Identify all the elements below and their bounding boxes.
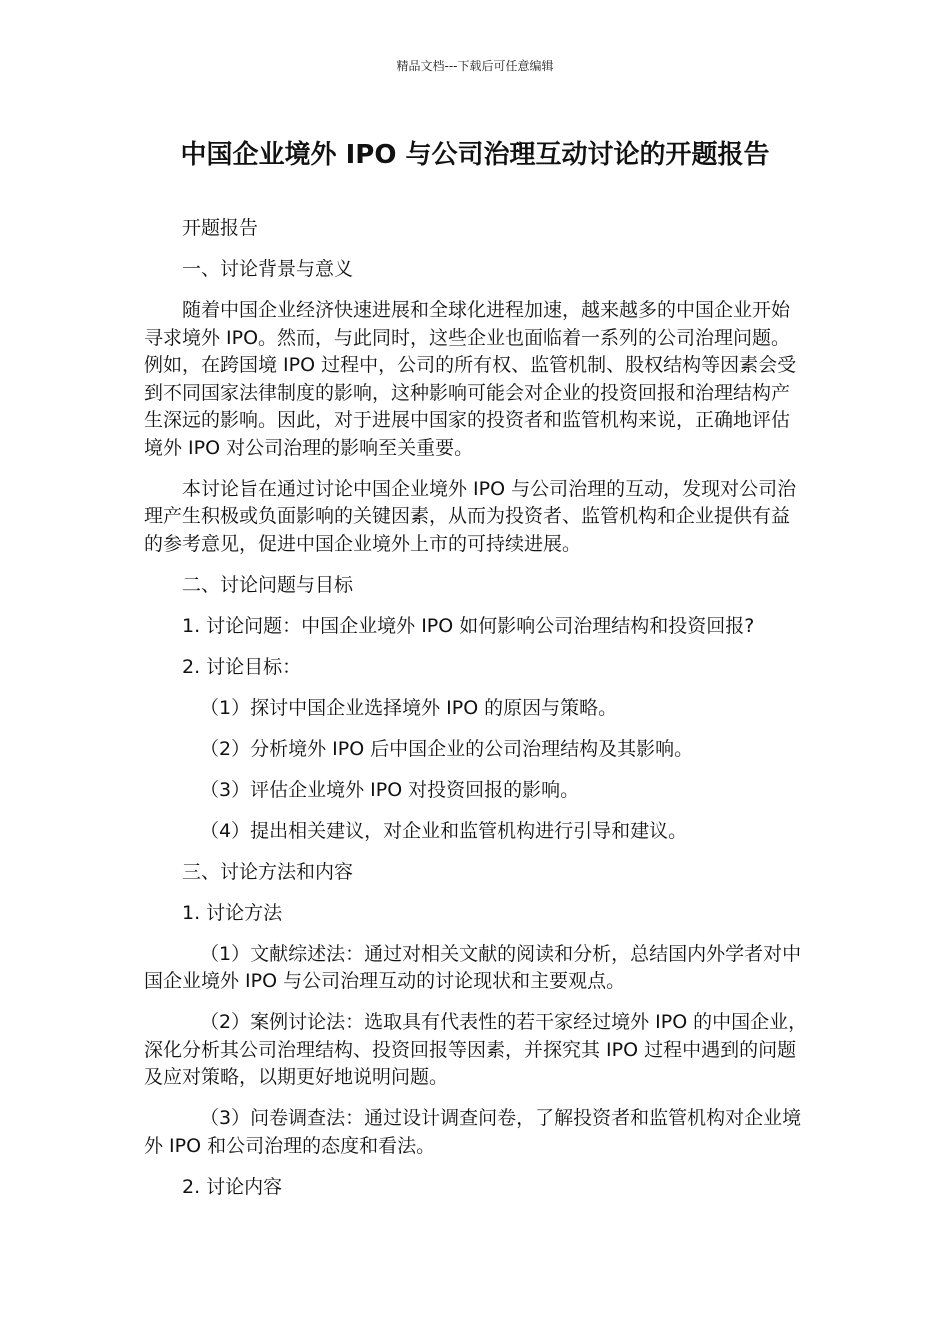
section-heading-background: 一、讨论背景与意义 xyxy=(182,258,354,280)
paragraph-background: 随着中国企业经济快速进展和全球化进程加速，越来越多的中国企业开始寻求境外 IPO。然而，与此同时，这些企业也面临着一系列的公司治理问题。例如，在跨国境 IPO 过程中，公司的所有权、监管机制、股权结构等因素会受到不同国家法律制度的影响，这种影响可能会对企业的投资回报和治理结构产生深远的影响。因此，对于进展中国家的投资者和监管机构来说，正确地评估境外 IPO 对公司治理的影响至关重要。 xyxy=(144,299,797,459)
method-item-case-study: （2）案例讨论法：选取具有代表性的若干家经过境外 IPO 的中国企业，深化分析其公司治理结构、投资回报等因素，并探究其 IPO 过程中遇到的问题及应对策略，以期更好地说明问题。 xyxy=(144,1011,808,1088)
list-item-research-question: 1. 讨论问题：中国企业境外 IPO 如何影响公司治理结构和投资回报? xyxy=(182,614,755,637)
goal-item-4: （4）提出相关建议，对企业和监管机构进行引导和建议。 xyxy=(200,819,688,842)
page-header: 精品文档---下载后可任意编辑 xyxy=(396,59,554,73)
list-item-methods: 1. 讨论方法 xyxy=(182,901,283,924)
goal-item-3: （3）评估企业境外 IPO 对投资回报的影响。 xyxy=(200,778,580,801)
method-item-literature: （1）文献综述法：通过对相关文献的阅读和分析，总结国内外学者对中国企业境外 IPO 与公司治理互动的讨论现状和主要观点。 xyxy=(144,942,802,992)
method-item-survey: （3）问卷调查法：通过设计调查问卷，了解投资者和监管机构对企业境外 IPO 和公司治理的态度和看法。 xyxy=(144,1107,802,1157)
document-body xyxy=(144,215,808,1215)
paragraph-report-label: 开题报告 xyxy=(182,217,259,239)
section-heading-questions: 二、讨论问题与目标 xyxy=(182,573,354,596)
document-title: 中国企业境外 IPO 与公司治理互动讨论的开题报告 xyxy=(180,140,770,170)
paragraph-purpose: 本讨论旨在通过讨论中国企业境外 IPO 与公司治理的互动，发现对公司治理产生积极或负面影响的关键因素，从而为投资者、监管机构和企业提供有益的参考意见，促进中国企业境外上市的可持续进展。 xyxy=(144,477,797,555)
list-item-research-goals: 2. 讨论目标： xyxy=(182,655,302,678)
goal-item-2: （2）分析境外 IPO 后中国企业的公司治理结构及其影响。 xyxy=(200,737,694,760)
section-heading-methods: 三、讨论方法和内容 xyxy=(182,860,354,883)
goal-item-1: （1）探讨中国企业选择境外 IPO 的原因与策略。 xyxy=(200,696,618,719)
list-item-content: 2. 讨论内容 xyxy=(182,1175,283,1198)
